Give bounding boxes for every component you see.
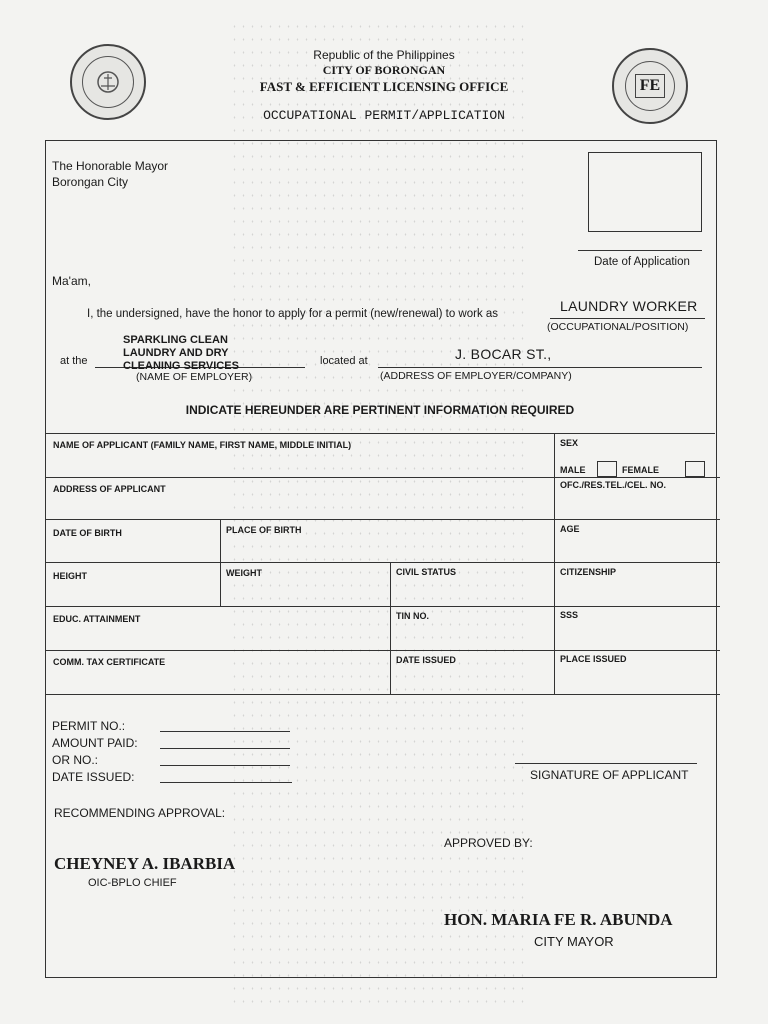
col-line-left: [220, 519, 221, 606]
field-ctc-label: COMM. TAX CERTIFICATE: [53, 657, 166, 667]
field-age-label: AGE: [560, 524, 580, 534]
amount-paid-line: [160, 748, 290, 749]
approver-title: CITY MAYOR: [534, 934, 614, 949]
sex-male-checkbox[interactable]: [597, 461, 617, 477]
amount-paid-label: AMOUNT PAID:: [52, 736, 138, 750]
permit-no-line: [160, 731, 290, 732]
field-date-issued-label: DATE ISSUED: [396, 655, 456, 665]
employer-value-line2: LAUNDRY AND DRY: [123, 347, 229, 359]
or-no-line: [160, 765, 290, 766]
field-pob-label: PLACE OF BIRTH: [226, 525, 302, 535]
date-of-application-label: Date of Application: [594, 256, 690, 268]
date-application-line: [578, 250, 702, 251]
header-city: CITY OF BORONGAN: [322, 63, 446, 77]
occupation-caption: (OCCUPATIONAL/POSITION): [547, 321, 689, 333]
or-no-label: OR NO.:: [52, 753, 99, 767]
date-issued-permit-label: DATE ISSUED:: [52, 770, 135, 784]
row-line-6: [45, 694, 720, 695]
row-line-1: [45, 477, 720, 478]
signature-line: [515, 763, 697, 764]
approver-name: HON. MARIA FE R. ABUNDA: [444, 910, 673, 929]
occupation-value: LAUNDRY WORKER: [560, 298, 698, 314]
col-line-right: [554, 433, 555, 694]
field-weight-label: WEIGHT: [226, 568, 262, 578]
located-at-label: located at: [320, 355, 368, 367]
section-heading: INDICATE HEREUNDER ARE PERTINENT INFORMATION REQUIRED: [185, 403, 575, 417]
field-height-label: HEIGHT: [53, 571, 88, 581]
seal-emblem-icon: [95, 69, 121, 95]
col-line-middle: [390, 562, 391, 694]
seal-fe-text: FE: [635, 74, 665, 98]
at-the-label: at the: [60, 355, 88, 367]
application-sentence: I, the undersigned, have the honor to apply for a permit (new/renewal) to work as: [87, 308, 499, 320]
row-line-4: [45, 606, 720, 607]
row-line-3: [45, 562, 720, 563]
field-tin-label: TIN NO.: [396, 611, 429, 621]
address-caption: (ADDRESS OF EMPLOYER/COMPANY): [380, 370, 572, 382]
office-seal-right: [612, 48, 688, 124]
employer-value-line3: CLEANING SERVICES: [123, 360, 239, 372]
field-sss-label: SSS: [560, 610, 579, 620]
date-issued-permit-line: [160, 782, 292, 783]
table-top-line: [45, 433, 715, 434]
header-country: Republic of the Philippines: [313, 48, 455, 62]
form-title: OCCUPATIONAL PERMIT/APPLICATION: [263, 108, 505, 123]
field-dob-label: DATE OF BIRTH: [53, 528, 122, 538]
recommender-name: CHEYNEY A. IBARBIA: [54, 854, 236, 873]
header-office: FAST & EFFICIENT LICENSING OFFICE: [259, 79, 509, 94]
sex-female-checkbox[interactable]: [685, 461, 705, 477]
approved-by-label: APPROVED BY:: [444, 836, 533, 850]
row-line-5: [45, 650, 720, 651]
row-line-2: [45, 519, 720, 520]
field-phone-label: OFC./RES.TEL./CEL. NO.: [560, 480, 667, 490]
sex-female-label: FEMALE: [622, 465, 659, 475]
address-line: [378, 367, 702, 368]
field-place-issued-label: PLACE ISSUED: [560, 654, 627, 664]
city-seal-left: [70, 44, 146, 120]
field-sex-label: SEX: [560, 438, 579, 448]
addressee-line1: The Honorable Mayor: [52, 159, 169, 173]
field-educ-label: EDUC. ATTAINMENT: [53, 614, 141, 624]
recommending-approval-label: RECOMMENDING APPROVAL:: [54, 806, 226, 820]
field-citizenship-label: CITIZENSHIP: [560, 567, 617, 577]
field-address-label: ADDRESS OF APPLICANT: [53, 484, 166, 494]
field-name-label: NAME OF APPLICANT (FAMILY NAME, FIRST NAME, MIDDLE INITIAL): [53, 440, 352, 450]
occupation-line: [550, 318, 705, 319]
sex-male-label: MALE: [560, 465, 586, 475]
recommender-title: OIC-BPLO CHIEF: [88, 877, 177, 889]
salutation: Ma'am,: [52, 274, 91, 288]
address-value: J. BOCAR ST.,: [455, 346, 552, 362]
addressee-line2: Borongan City: [52, 175, 129, 189]
signature-label: SIGNATURE OF APPLICANT: [530, 768, 689, 782]
field-civil-status-label: CIVIL STATUS: [396, 567, 457, 577]
employer-caption: (NAME OF EMPLOYER): [136, 371, 253, 383]
employer-value-line1: SPARKLING CLEAN: [123, 334, 228, 346]
permit-no-label: PERMIT NO.:: [52, 719, 126, 733]
photo-box: [588, 152, 702, 232]
